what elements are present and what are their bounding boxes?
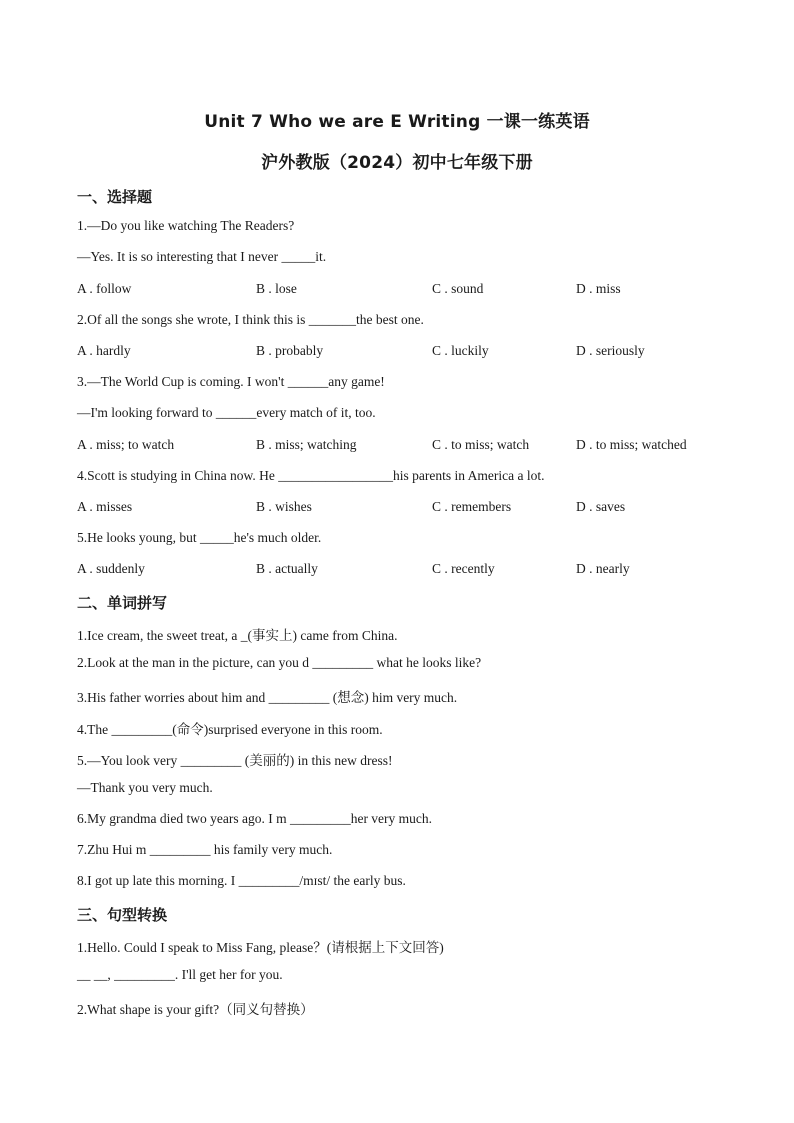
option-a: A . suddenly bbox=[77, 561, 145, 576]
spelling-item: 6.My grandma died two years ago. I m _________her very much. bbox=[77, 811, 433, 826]
question-5-options bbox=[77, 561, 717, 579]
question-1-line-2: —Yes. It is so interesting that I never _____it. bbox=[77, 249, 327, 264]
spelling-item: 8.I got up late this morning. I _________/mɪst/ the early bus. bbox=[77, 873, 406, 888]
spelling-item: 1.Ice cream, the sweet treat, a _(事实上) came from China. bbox=[77, 628, 398, 643]
spelling-item: 2.Look at the man in the picture, can you d _________ what he looks like? bbox=[77, 655, 482, 670]
option-d: D . seriously bbox=[576, 343, 645, 358]
option-d: D . nearly bbox=[576, 561, 630, 576]
transform-item: __ __, _________. I'll get her for you. bbox=[77, 967, 283, 982]
section-heading-spelling: 二、单词拼写 bbox=[77, 594, 168, 612]
option-c: C . to miss; watch bbox=[432, 437, 530, 452]
option-d: D . to miss; watched bbox=[576, 437, 687, 452]
question-1-line-1: 1.—Do you like watching The Readers? bbox=[77, 218, 295, 233]
worksheet-title: Unit 7 Who we are E Writing 一课一练英语 bbox=[204, 112, 590, 132]
option-a: A . follow bbox=[77, 281, 132, 296]
question-3-options bbox=[77, 437, 717, 455]
option-c: C . sound bbox=[432, 281, 484, 296]
option-b: B . miss; watching bbox=[256, 437, 357, 452]
option-c: C . recently bbox=[432, 561, 495, 576]
option-b: B . lose bbox=[256, 281, 297, 296]
option-b: B . wishes bbox=[256, 499, 312, 514]
spelling-item: 4.The _________(命令)surprised everyone in this room. bbox=[77, 722, 383, 737]
option-d: D . miss bbox=[576, 281, 621, 296]
option-b: B . actually bbox=[256, 561, 318, 576]
spelling-item: —Thank you very much. bbox=[77, 780, 213, 795]
question-4-options bbox=[77, 499, 717, 517]
spelling-item: 3.His father worries about him and _________ (想念) him very much. bbox=[77, 690, 458, 705]
transform-item: 2.What shape is your gift?（同义句替换） bbox=[77, 1002, 314, 1017]
option-a: A . miss; to watch bbox=[77, 437, 175, 452]
section-heading-transform: 三、句型转换 bbox=[77, 906, 168, 924]
option-d: D . saves bbox=[576, 499, 626, 514]
question-5-line-1: 5.He looks young, but _____he's much older. bbox=[77, 530, 322, 545]
question-3-line-2: —I'm looking forward to ______every match of it, too. bbox=[77, 405, 376, 420]
option-a: A . hardly bbox=[77, 343, 131, 358]
question-3-line-1: 3.—The World Cup is coming. I won't ______any game! bbox=[77, 374, 385, 389]
spelling-item: 7.Zhu Hui m _________ his family very much. bbox=[77, 842, 333, 857]
option-b: B . probably bbox=[256, 343, 324, 358]
section-heading-choice: 一、选择题 bbox=[77, 188, 153, 206]
spelling-item: 5.—You look very _________ (美丽的) in this new dress! bbox=[77, 753, 393, 768]
option-c: C . remembers bbox=[432, 499, 512, 514]
question-2-line-1: 2.Of all the songs she wrote, I think this is _______the best one. bbox=[77, 312, 424, 327]
question-1-options bbox=[77, 281, 717, 299]
transform-item: 1.Hello. Could I speak to Miss Fang, please？(请根据上下文回答) bbox=[77, 940, 444, 955]
worksheet-subtitle: 沪外教版（2024）初中七年级下册 bbox=[261, 153, 533, 173]
option-c: C . luckily bbox=[432, 343, 489, 358]
question-4-line-1: 4.Scott is studying in China now. He _________________his parents in America a lot. bbox=[77, 468, 545, 483]
question-2-options bbox=[77, 343, 717, 361]
option-a: A . misses bbox=[77, 499, 133, 514]
